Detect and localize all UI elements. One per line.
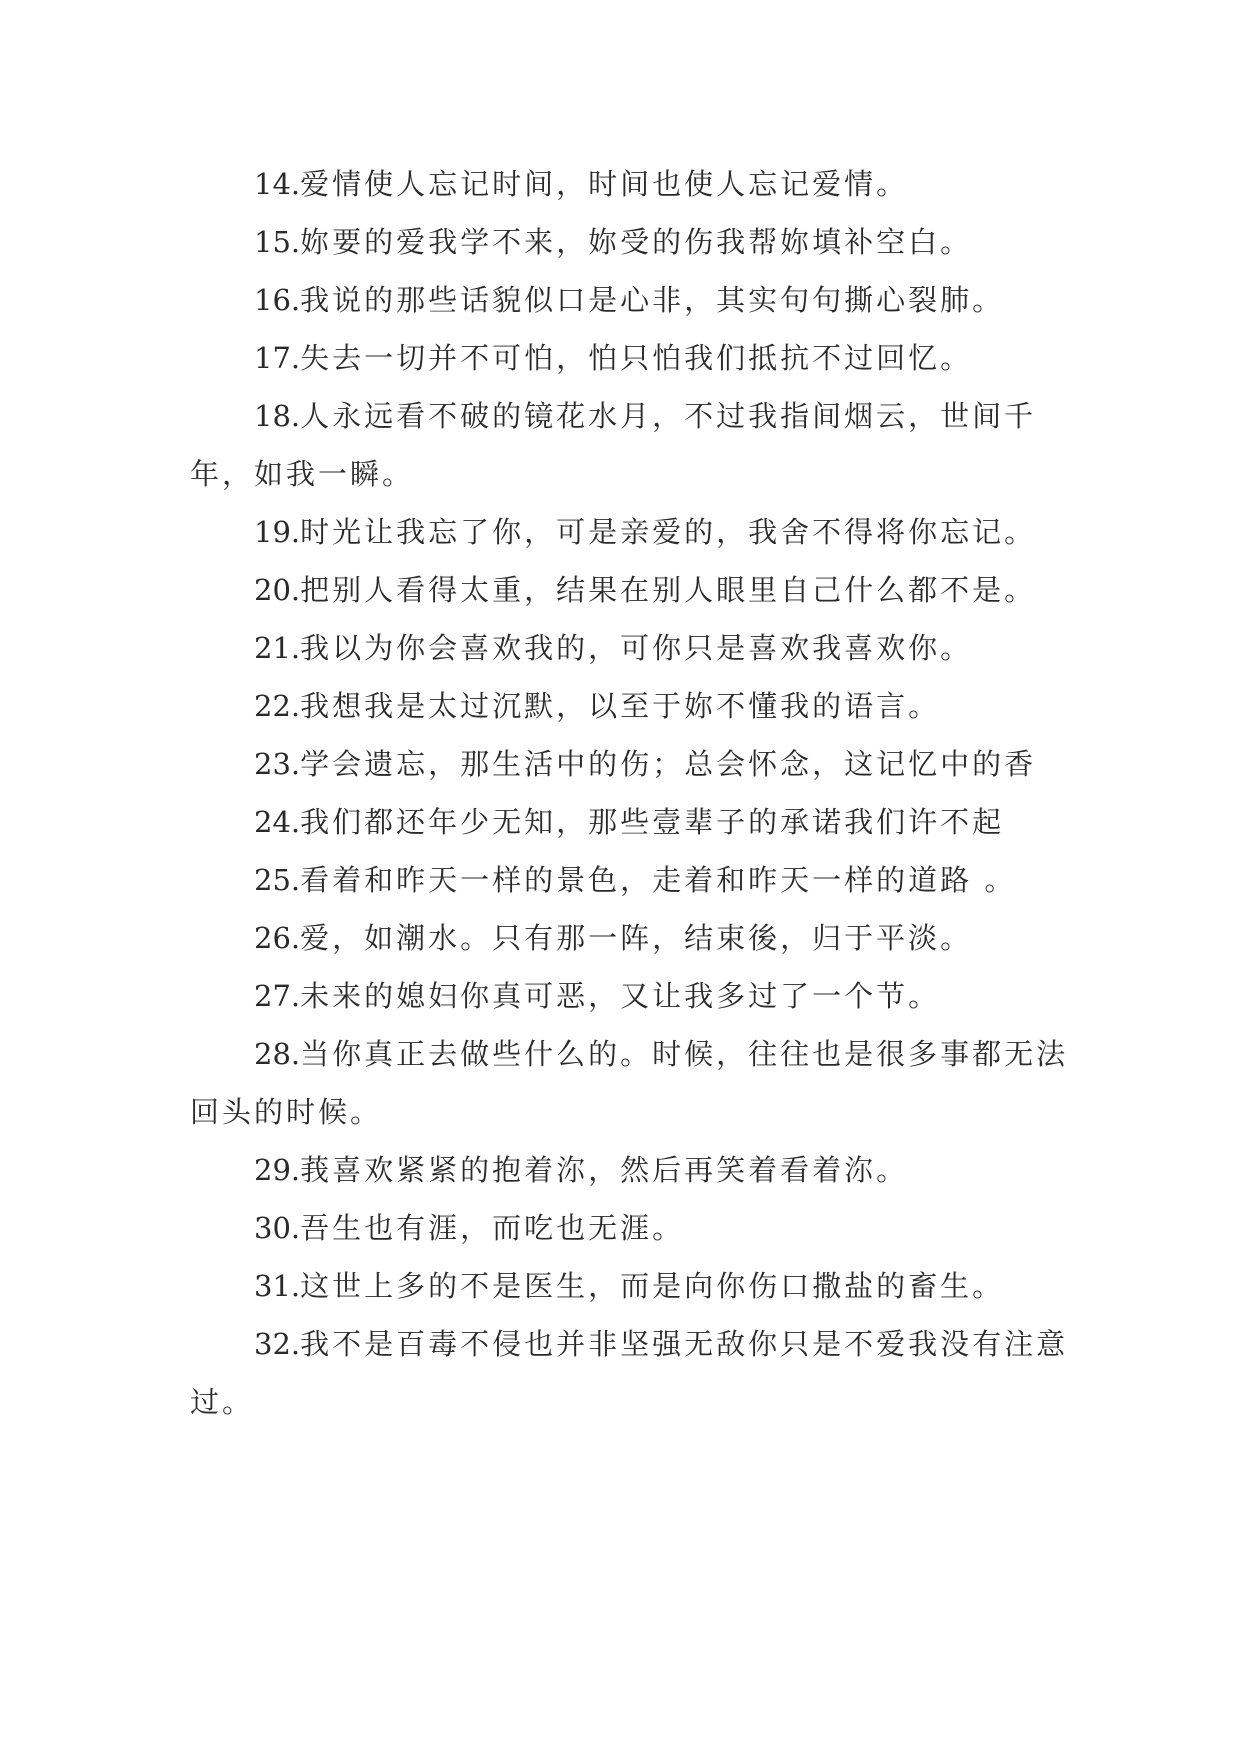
entry-text: 当你真正去做些什么的。时候，往往也是很多事都无法回头的时候。 [190,1037,1069,1129]
entry-number: 19. [254,515,301,549]
entry-number: 30. [254,1211,301,1245]
entry-number: 24. [254,805,301,839]
entry-text: 我想我是太过沉默，以至于妳不懂我的语言。 [300,689,941,723]
entry-number: 21. [254,631,301,665]
list-item [190,909,1070,967]
list-item [190,1199,1070,1257]
entry-text: 人永远看不破的镜花水月，不过我指间烟云，世间千年，如我一瞬。 [190,399,1037,491]
entry-text: 我们都还年少无知，那些壹辈子的承诺我们许不起 [300,805,1005,839]
list-item [190,677,1070,735]
entry-number: 28. [254,1037,301,1071]
entry-number: 25. [254,863,301,897]
entry-number: 32. [254,1327,301,1361]
list-item [190,1257,1070,1315]
list-item [190,503,1070,561]
list-item [190,735,1070,793]
list-item [190,967,1070,1025]
entry-text: 失去一切并不可怕，怕只怕我们抵抗不过回忆。 [300,341,973,375]
list-item [190,561,1070,619]
entry-text: 我以为你会喜欢我的，可你只是喜欢我喜欢你。 [300,631,973,665]
entry-number: 18. [254,399,301,433]
entry-text: 爱情使人忘记时间，时间也使人忘记爱情。 [300,167,909,201]
entry-number: 16. [254,283,301,317]
list-item [190,1141,1070,1199]
entry-number: 20. [254,573,301,607]
entry-number: 22. [254,689,301,723]
entry-text: 我说的那些话貌似口是心非，其实句句撕心裂肺。 [300,283,1005,317]
entry-text: 吾生也有涯，而吃也无涯。 [300,1211,685,1245]
list-item [190,329,1070,387]
entry-text: 这世上多的不是医生，而是向你伤口撒盐的畜生。 [300,1269,1005,1303]
list-item [190,793,1070,851]
list-item [190,155,1070,213]
list-item [190,271,1070,329]
entry-number: 17. [254,341,301,375]
list-item [190,851,1070,909]
entry-text: 莪喜欢紧紧的抱着沵，然后再笑着看着沵。 [300,1153,909,1187]
entry-number: 15. [254,225,301,259]
entry-text: 把别人看得太重，结果在别人眼里自己什么都不是。 [300,573,1037,607]
entry-text: 爱，如潮水。只有那一阵，结束後，归于平淡。 [300,921,973,955]
entry-number: 27. [254,979,301,1013]
list-item [190,387,1070,503]
list-item [190,619,1070,677]
list-item [190,1025,1070,1141]
list-item [190,213,1070,271]
quote-list [190,155,1070,1431]
entry-number: 23. [254,747,301,781]
entry-number: 29. [254,1153,301,1187]
entry-number: 26. [254,921,301,955]
list-item [190,1315,1070,1431]
entry-text: 未来的媳妇你真可恶，又让我多过了一个节。 [300,979,941,1013]
entry-number: 14. [254,167,301,201]
entry-text: 学会遗忘，那生活中的伤；总会怀念，这记忆中的香 [300,747,1037,781]
entry-text: 我不是百毒不侵也并非坚强无敌你只是不爱我没有注意过。 [190,1327,1069,1419]
entry-number: 31. [254,1269,301,1303]
entry-text: 看着和昨天一样的景色，走着和昨天一样的道路 。 [300,863,1017,897]
entry-text: 妳要的爱我学不来，妳受的伤我帮妳填补空白。 [300,225,973,259]
entry-text: 时光让我忘了你，可是亲爱的，我舍不得将你忘记。 [300,515,1037,549]
